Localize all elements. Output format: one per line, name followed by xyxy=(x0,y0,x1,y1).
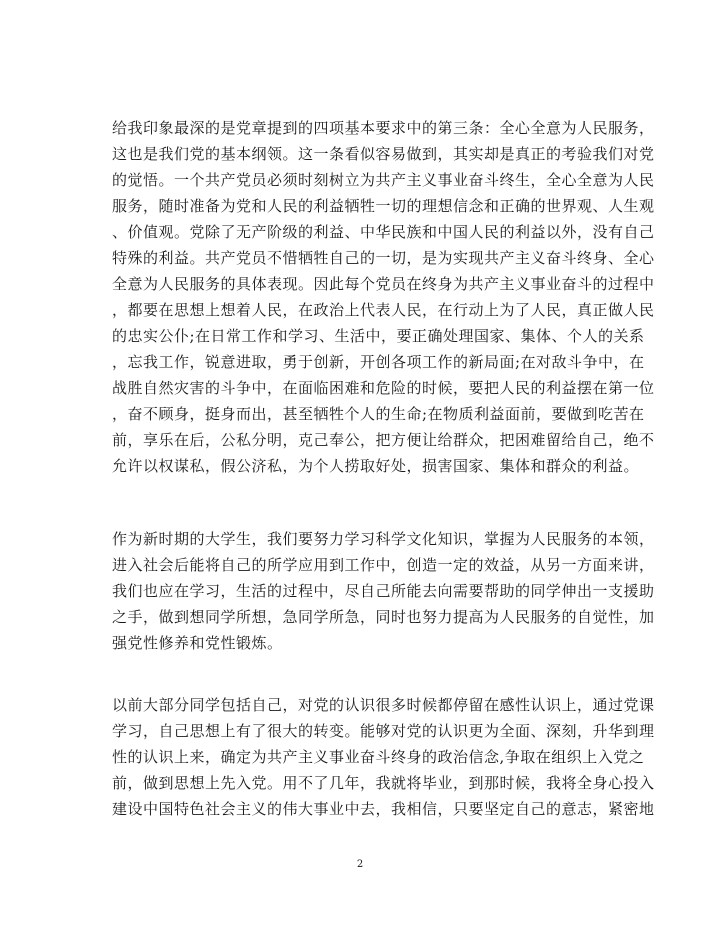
paragraph-2 xyxy=(112,526,655,656)
text-line: 作为新时期的大学生，我们要努力学习科学文化知识，掌握为人民服务的本领， xyxy=(112,530,655,548)
text-line: ，都要在思想上想着人民，在政治上代表人民，在行动上为了人民，真正做人民 xyxy=(112,301,655,319)
text-line: 学习，自己思想上有了很大的转变。能够对党的认识更为全面、深刻，升华到理 xyxy=(112,722,655,740)
text-line: 强党性修养和党性锻炼。 xyxy=(112,634,283,652)
text-line: 战胜自然灾害的斗争中，在面临困难和危险的时候，要把人民的利益摆在第一位 xyxy=(112,379,655,397)
text-line: 建设中国特色社会主义的伟大事业中去，我相信，只要坚定自己的意志，紧密地 xyxy=(112,800,655,818)
text-line: 的忠实公仆;在日常工作和学习、生活中，要正确处理国家、集体、个人的关系 xyxy=(112,327,645,345)
text-line: 以前大部分同学包括自己，对党的认识很多时候都停留在感性认识上，通过党课 xyxy=(112,696,655,714)
text-line: 前，做到思想上先入党。用不了几年，我就将毕业，到那时候，我将全身心投入 xyxy=(112,774,655,792)
text-line: 之手，做到想同学所想，急同学所急，同时也努力提高为人民服务的自觉性，加 xyxy=(112,608,655,626)
text-line: 的觉悟。一个共产党员必须时刻树立为共产主义事业奋斗终生，全心全意为人民 xyxy=(112,171,655,189)
paragraph-1 xyxy=(112,115,655,479)
text-line: 全意为人民服务的具体表现。因此每个党员在终身为共产主义事业奋斗的过程中 xyxy=(112,275,655,293)
text-line: 我们也应在学习，生活的过程中，尽自己所能去向需要帮助的同学伸出一支援助 xyxy=(112,582,655,600)
text-line: 给我印象最深的是党章提到的四项基本要求中的第三条：全心全意为人民服务， xyxy=(112,119,655,137)
text-line: ，忘我工作，锐意进取，勇于创新，开创各项工作的新局面;在对敌斗争中，在 xyxy=(112,353,645,371)
text-line: ，奋不顾身，挺身而出，甚至牺牲个人的生命;在物质利益面前，要做到吃苦在 xyxy=(112,405,645,423)
text-line: 进入社会后能将自己的所学应用到工作中，创造一定的效益，从另一方面来讲， xyxy=(112,556,655,574)
text-line: 、价值观。党除了无产阶级的利益、中华民族和中国人民的利益以外，没有自己 xyxy=(112,223,655,241)
page-number: 2 xyxy=(356,859,364,870)
text-line: 服务，随时准备为党和人民的利益牺牲一切的理想信念和正确的世界观、人生观 xyxy=(112,197,655,215)
text-line: 前，享乐在后，公私分明，克己奉公，把方便让给群众，把困难留给自己，绝不 xyxy=(112,431,655,449)
paragraph-3 xyxy=(112,692,655,822)
text-line: 这也是我们党的基本纲领。这一条看似容易做到，其实却是真正的考验我们对党 xyxy=(112,145,655,163)
text-line: 性的认识上来，确定为共产主义事业奋斗终身的政治信念,争取在组织上入党之 xyxy=(112,748,645,766)
text-line: 特殊的利益。共产党员不惜牺牲自己的一切，是为实现共产主义奋斗终身、全心 xyxy=(112,249,655,267)
text-line: 允许以权谋私，假公济私，为个人捞取好处，损害国家、集体和群众的利益。 xyxy=(112,457,640,475)
